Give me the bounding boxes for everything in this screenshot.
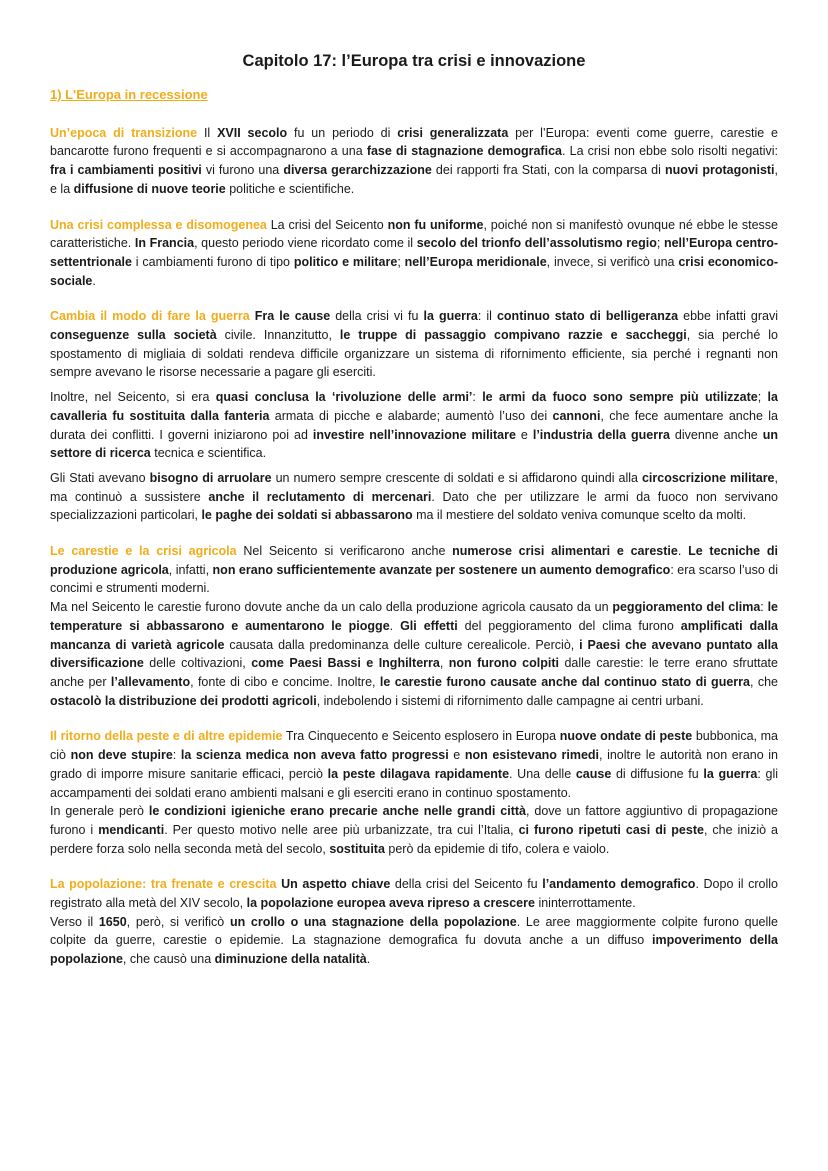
bold-text: la peste dilagava rapidamente: [327, 766, 510, 781]
text-run: . Dato che per utilizzare le armi da fuoco non servivano specializzazioni particolari,: [50, 489, 778, 523]
text-run: . Dopo il crollo registrato alla metà del XIV secolo,: [50, 877, 779, 911]
bold-text: circoscrizione militare: [641, 470, 775, 485]
text-run: , ma continuò a sussistere: [50, 470, 778, 504]
bold-text: quasi conclusa la ‘rivoluzione delle armi’: [215, 390, 473, 405]
bold-text: ostacolò la distribuzione dei prodotti agricoli: [50, 693, 317, 708]
text-run: , inoltre le autorità non erano in grado di imporre misure sanitarie efficaci, perciò: [50, 748, 778, 781]
text-run: causata dalla predominanza delle culture cerealicole. Perciò,: [224, 637, 580, 652]
bold-text: la scienza medica non aveva fatto progressi: [180, 748, 449, 763]
bold-text: la guerra: [423, 309, 478, 324]
bold-text: crisi generalizzata: [397, 125, 509, 140]
paragraph: [50, 216, 778, 291]
text-run: .: [366, 952, 371, 967]
bold-text: In Francia: [134, 236, 195, 251]
text-run: , però, si verificò: [126, 914, 230, 929]
text-run: , fonte di cibo e concime. Inoltre,: [190, 674, 380, 689]
text-run: però da epidemie di tifo, colera e vaiolo.: [384, 841, 610, 856]
bold-text: non fu uniforme: [387, 217, 484, 232]
bold-text: amplificati dalla mancanza di varietà agricole: [50, 618, 778, 652]
text-run: del peggioramento del clima furono: [457, 618, 681, 633]
text-run: armata di picche e alabarde; aumentò l’uso dei: [269, 408, 553, 423]
paragraph: [50, 802, 778, 858]
bold-text: l’industria della guerra: [532, 427, 670, 442]
text-run: i cambiamenti furono di tipo: [131, 254, 294, 269]
bold-text: l’allevamento: [110, 674, 191, 689]
bold-text: non erano sufficientemente avanzate per sostenere un aumento demografico: [212, 562, 671, 577]
paragraph: [50, 727, 778, 802]
bold-text: bisogno di arruolare: [149, 470, 272, 485]
bold-text: anche il reclutamento di mercenari: [208, 489, 432, 504]
subheading: Il ritorno della peste e di altre epidemie: [50, 729, 283, 744]
text-run: politiche e scientifiche.: [225, 181, 355, 196]
text-run: , poiché non si manifestò ovunque né ebbe le stesse caratteristiche.: [50, 217, 779, 251]
text-run: ;: [397, 254, 405, 269]
bold-text: non esistevano rimedi: [464, 748, 600, 763]
text-run: ;: [656, 236, 664, 251]
text-run: , invece, si verificò una: [546, 254, 679, 269]
paragraph: [50, 469, 778, 525]
text-run: divenne anche: [669, 427, 763, 442]
subheading: Le carestie e la crisi agricola: [50, 544, 237, 559]
text-run: , infatti,: [168, 562, 213, 577]
bold-text: la guerra: [703, 766, 758, 781]
bold-text: secolo del trionfo dell’assolutismo regio: [416, 236, 657, 251]
page-title: Capitolo 17: l’Europa tra crisi e innovazione: [242, 52, 586, 70]
text-run: .: [677, 544, 689, 559]
bold-text: le temperature si abbassarono e aumentarono le piogge: [50, 600, 779, 633]
text-run: Tra Cinquecento e Seicento esplosero in Europa: [282, 729, 560, 744]
bold-text: numerose crisi alimentari e carestie: [452, 544, 678, 559]
paragraph: [50, 913, 778, 969]
text-run: .: [389, 618, 401, 633]
bold-text: mendicanti: [98, 822, 165, 837]
bold-text: nell’Europa centro-settentrionale: [50, 236, 778, 269]
text-run: :: [172, 748, 181, 763]
text-run: civile. Innanzitutto,: [216, 328, 340, 343]
bold-text: nell’Europa meridionale: [404, 254, 547, 269]
text-run: dei rapporti fra Stati, con la comparsa di: [431, 163, 665, 178]
text-run: , indebolendo i sistemi di rifornimento dalle campagne ai centri urbani.: [316, 693, 704, 708]
text-run: . La crisi non ebbe solo risolti negativi:: [561, 144, 779, 159]
subheading: La popolazione: tra frenate e crescita: [50, 877, 277, 892]
text-run: .: [92, 273, 96, 288]
text-run: della crisi vi fu: [330, 309, 424, 324]
bold-text: diminuzione della natalità: [214, 952, 367, 967]
paragraph: [50, 124, 778, 199]
text-run: ma il mestiere del soldato veniva comunque scelto da molti.: [412, 508, 747, 523]
bold-text: Le tecniche di produzione agricola: [50, 544, 778, 577]
text-run: Il: [197, 125, 218, 140]
bold-text: come Paesi Bassi e Inghilterra: [251, 656, 440, 671]
bold-text: non deve stupire: [70, 748, 173, 763]
text-run: vi furono una: [201, 163, 284, 178]
text-run: fu un periodo di: [287, 125, 398, 140]
bold-text: le paghe dei soldati si abbassarono: [201, 508, 413, 523]
bold-text: continuo stato di belligeranza: [496, 309, 679, 324]
text-run: :: [472, 390, 483, 405]
bold-text: peggioramento del clima: [612, 600, 761, 615]
text-run: : gli accampamenti dei soldati erano ambienti malsani e gli eserciti erano in continuo spostamento.: [50, 766, 778, 800]
bold-text: fase di stagnazione demografica: [366, 144, 562, 159]
text-run: e: [515, 427, 533, 442]
paragraph: [50, 598, 778, 710]
bold-text: i Paesi che avevano puntato alla diversificazione: [50, 637, 779, 671]
bold-text: ci furono ripetuti casi di peste: [518, 822, 704, 837]
bold-text: diffusione di nuove teorie: [73, 181, 226, 196]
paragraph: [50, 542, 778, 598]
bold-text: fra i cambiamenti positivi: [50, 163, 202, 178]
text-run: , questo periodo viene ricordato come il: [194, 236, 417, 251]
bold-text: investire nell’innovazione militare: [312, 427, 516, 442]
text-run: La crisi del Seicento: [266, 217, 388, 232]
bold-text: Fra le cause: [254, 309, 331, 324]
subheading: Un’epoca di transizione: [50, 125, 198, 140]
text-run: un numero sempre crescente di soldati e si affidarono quindi alla: [271, 470, 642, 485]
bold-text: le carestie furono causate anche dal continuo stato di guerra: [379, 674, 750, 689]
bold-text: XVII secolo: [217, 125, 288, 140]
text-run: ,: [439, 656, 449, 671]
bold-text: politico e militare: [293, 254, 398, 269]
bold-text: 1650: [98, 914, 127, 929]
text-run: ininterrottamente.: [534, 896, 636, 911]
subheading: Cambia il modo di fare la guerra: [50, 309, 250, 324]
section-heading: 1) L'Europa in recessione: [50, 87, 208, 102]
paragraph: [50, 388, 778, 463]
bold-text: crisi economico-sociale: [50, 254, 778, 288]
text-run: , sia perché lo spostamento di migliaia di soldati rendeva difficile organizzare un sistema di rifornimento efficiente, sia perché i regnanti non sempre avevano le risorse necessarie a pagare gli eserciti.: [50, 328, 778, 380]
text-run: :: [760, 600, 768, 615]
text-run: bubbonica, ma ciò: [50, 729, 778, 763]
bold-text: impoverimento della popolazione: [50, 933, 778, 967]
bold-text: un settore di ricerca: [50, 427, 778, 461]
bold-text: diversa gerarchizzazione: [283, 163, 432, 178]
paragraph: [50, 307, 778, 382]
bold-text: le condizioni igieniche erano precarie anche nelle grandi città: [148, 804, 526, 819]
text-run: Verso il: [50, 914, 99, 929]
text-run: , che: [749, 674, 778, 689]
text-run: In generale però: [50, 804, 149, 819]
text-run: Ma nel Seicento le carestie furono dovute anche da un calo della produzione agricola causato da un: [50, 600, 613, 615]
bold-text: l’andamento demografico: [542, 877, 696, 892]
text-run: : era scarso l’uso di concimi e strumenti moderni.: [50, 562, 779, 596]
bold-text: le truppe di passaggio compivano razzie e saccheggi: [339, 328, 687, 343]
text-run: di diffusione fu: [611, 766, 704, 781]
text-run: Nel Seicento si verificarono anche: [236, 544, 453, 559]
text-run: ;: [757, 390, 768, 405]
bold-text: un crollo o una stagnazione della popolazione: [229, 914, 517, 929]
bold-text: la popolazione europea aveva ripreso a crescere: [246, 896, 535, 911]
text-run: Gli Stati avevano: [50, 470, 150, 485]
bold-text: Un aspetto chiave: [281, 877, 391, 892]
text-run: dalle carestie: le terre erano sfruttate anche per: [50, 656, 778, 689]
text-run: . Per questo motivo nelle aree più urbanizzate, tra cui l’Italia,: [164, 822, 519, 837]
text-run: : il: [477, 309, 497, 324]
bold-text: conseguenze sulla società: [50, 328, 217, 343]
text-run: , e la: [50, 163, 779, 196]
text-run: per l’Europa: eventi come guerre, carestie e bancarotte furono frequenti e si accompagnarono a una: [50, 125, 778, 159]
bold-text: le armi da fuoco sono sempre più utilizzate: [482, 390, 758, 405]
text-run: e: [448, 748, 465, 763]
text-run: ebbe infatti gravi: [678, 309, 778, 324]
text-run: . Una delle: [509, 766, 576, 781]
bold-text: Gli effetti: [400, 618, 458, 633]
text-run: , che fece aumentare anche la durata dei conflitti. I governi iniziarono poi ad: [50, 408, 778, 442]
text-run: , che iniziò a perdere forza solo nella seconda metà del secolo,: [50, 822, 778, 856]
bold-text: cause: [575, 766, 612, 781]
bold-text: nuove ondate di peste: [559, 729, 693, 744]
text-run: , che causò una: [122, 952, 215, 967]
bold-text: non furono colpiti: [448, 656, 559, 671]
text-run: delle coltivazioni,: [143, 656, 252, 671]
text-run: . Le aree maggiormente colpite furono quelle colpite da guerre, carestie o epidemie. La stagnazione demografica fu dovuta anche a un diffuso: [50, 914, 778, 948]
bold-text: nuovi protagonisti: [664, 163, 775, 178]
bold-text: la cavalleria fu sostituita dalla fanteria: [50, 390, 778, 423]
subheading: Una crisi complessa e disomogenea: [50, 217, 267, 232]
bold-text: cannoni: [552, 408, 601, 423]
text-run: della crisi del Seicento fu: [390, 877, 543, 892]
bold-text: sostituita: [329, 841, 385, 856]
paragraph: [50, 875, 778, 912]
text-run: tecnica e scientifica.: [150, 446, 267, 461]
text-run: Inoltre, nel Seicento, si era: [50, 390, 216, 405]
text-run: , dove un fattore aggiuntivo di propagazione furono i: [50, 804, 779, 837]
